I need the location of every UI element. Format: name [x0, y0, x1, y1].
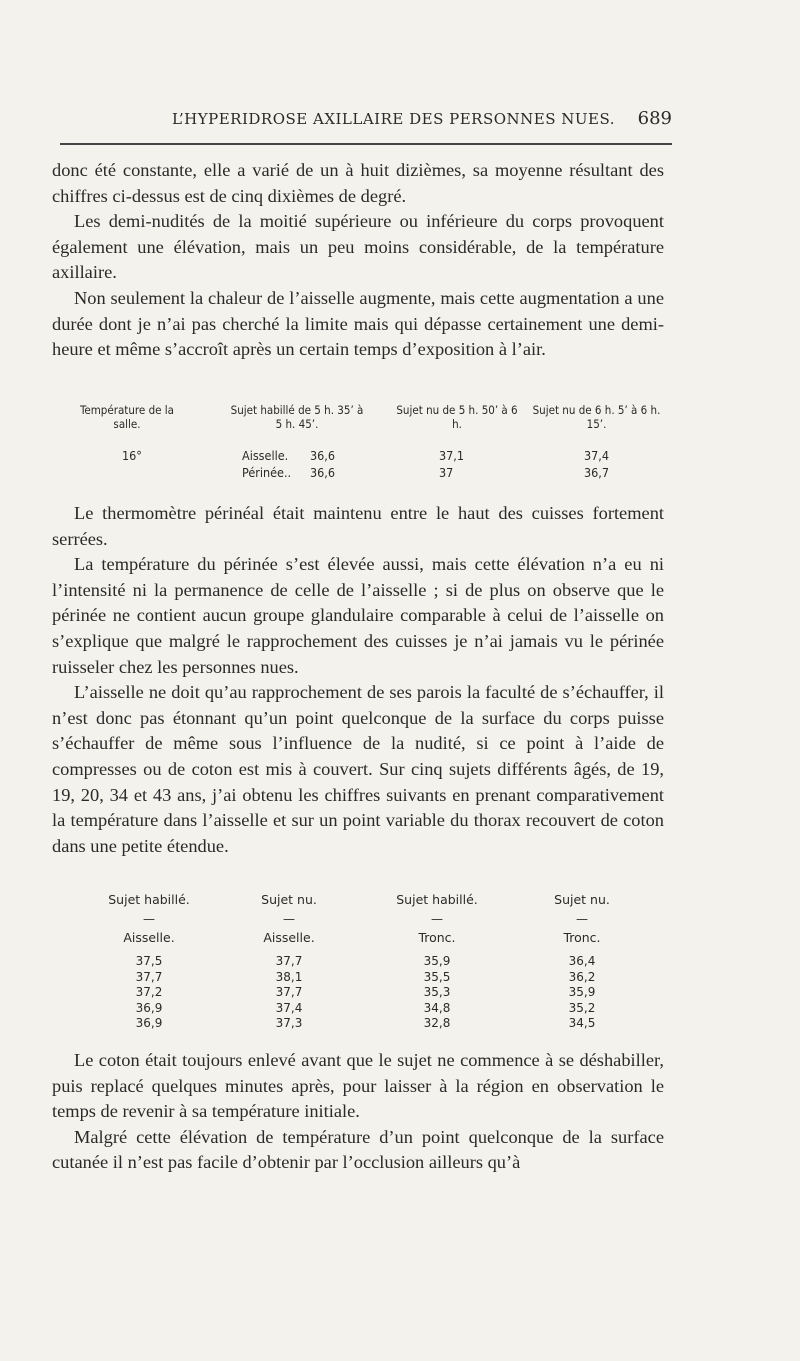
- table2-value: 36,2: [568, 969, 596, 984]
- table2-value: 35,5: [423, 969, 451, 984]
- table2-col-head: Sujet habillé.: [108, 892, 190, 907]
- table2-value: 37,7: [275, 985, 303, 999]
- table2-col-head: Sujet nu.: [554, 892, 610, 907]
- paragraph: Les demi-nudités de la moitié supérieure ou inférieure du corps provoquent également une élévation, mais un peu moins considérable, de la température axillaire.: [52, 211, 664, 283]
- table2-col-sub: Tronc.: [563, 930, 601, 945]
- table2-value: 37,2: [135, 985, 163, 999]
- table2-value: 38,1: [275, 969, 303, 984]
- paragraph: Malgré cette élévation de température d’un point quelconque de la surface cutanée il n’est pas facile d’obtenir par l’occlusion ailleurs qu’à: [52, 1126, 664, 1173]
- table2-value: 36,9: [135, 1000, 163, 1015]
- table2-value: 37,4: [275, 1000, 303, 1015]
- table2-value: 37,7: [275, 954, 303, 968]
- table2-column: [527, 892, 637, 1032]
- text-block-bottom: [52, 1048, 664, 1176]
- table2-value: 37,7: [135, 969, 163, 984]
- table2-col-sub: Aisselle.: [123, 930, 175, 945]
- table2-values: [94, 954, 204, 1032]
- table2-value: 35,9: [568, 985, 596, 999]
- table2-value: 37,5: [135, 954, 163, 968]
- paragraph: Le coton était toujours enlevé avant que le sujet ne commence à se déshabiller, puis replacé quelques minutes après, pour laisser à la région en observation le temps de revenir à sa température initiale.: [52, 1050, 664, 1122]
- table2-column: [94, 892, 204, 1032]
- table1-value: 36,6: [310, 465, 336, 480]
- table2-values: [527, 954, 637, 1032]
- paragraph: Non seulement la chaleur de l’aisselle augmente, mais cette augmentation a une durée dont je n’ai pas cherché la limite mais qui dépasse certainement une demi-heure et même s’accroît après un certain temps d’exposition à l’air.: [52, 287, 664, 360]
- table1-site: Périnée..: [242, 465, 292, 480]
- table2-values: [234, 954, 344, 1032]
- table2-column: [234, 892, 344, 1032]
- table1-header-nu1: Sujet nu de 5 h. 50’ à 6 h.: [396, 403, 518, 431]
- paragraph: donc été constante, elle a varié de un à huit dizièmes, sa moyenne résultant des chiffres ci-dessus est de cinq dixièmes de degré.: [52, 160, 664, 206]
- paragraph: La température du périnée s’est élevée aussi, mais cette élévation n’a eu ni l’intensité ni la permanence de celle de l’aisselle ; si de plus on observe que le périnée ne contient aucun groupe glandulaire comparable à celui de l’aisselle on s’explique que malgré le rapprochement des cuisses je n’ai jamais vu le périnée ruisseler chez les personnes nues.: [52, 554, 664, 677]
- table1-value: 36,6: [310, 448, 336, 463]
- table2-column: [382, 892, 492, 1032]
- text-block-middle: [52, 501, 664, 859]
- table2-value: 35,9: [423, 954, 451, 968]
- table2-value: 37,3: [275, 1016, 303, 1030]
- table2-dash: —: [431, 912, 443, 926]
- paragraph: Le thermomètre périnéal était maintenu entre le haut des cuisses fortement serrées.: [52, 503, 664, 549]
- table2-dash: —: [283, 912, 295, 926]
- paragraph: L’aisselle ne doit qu’au rapprochement de ses parois la faculté de s’échauffer, il n’est donc pas étonnant qu’un point quelconque de la surface du corps puisse s’échauffer de même sous l’influence de la nudité, si ce point à l’aide de compresses ou de coton est mis à couvert. Sur cinq sujets différents âgés, de 19, 19, 20, 34 et 43 ans, j’ai obtenu les chiffres suivants en prenant comparativement la température dans l’aisselle et sur un point variable du thorax recouvert de coton dans une petite étendue.: [52, 682, 664, 856]
- table2-value: 35,2: [568, 1000, 596, 1015]
- page-number: 689: [637, 108, 672, 129]
- running-title: L’HYPERIDROSE AXILLAIRE DES PERSONNES NUES.: [172, 110, 616, 128]
- table1-site: Aisselle.: [242, 448, 289, 463]
- table2-value: 36,9: [135, 1016, 163, 1030]
- table1-value: 37,4: [584, 448, 610, 463]
- table2-value: 35,3: [423, 985, 451, 999]
- running-header: [52, 110, 672, 134]
- table2-col-head: Sujet nu.: [261, 892, 317, 907]
- table1-header-room: Température de la salle.: [79, 403, 175, 431]
- table2-dash: —: [576, 912, 588, 926]
- table1-value: 36,7: [584, 465, 610, 480]
- table2-col-head: Sujet habillé.: [396, 892, 478, 907]
- table1-header-nu2: Sujet nu de 6 h. 5’ à 6 h. 15’.: [532, 403, 661, 431]
- table2-col-sub: Tronc.: [418, 930, 456, 945]
- table2-values: [382, 954, 492, 1032]
- header-rule: [60, 143, 672, 145]
- table2-value: 34,8: [423, 1000, 451, 1015]
- table2-value: 32,8: [423, 1016, 451, 1030]
- table2-dash: —: [143, 912, 155, 926]
- table2-value: 36,4: [568, 954, 596, 968]
- table2-value: 34,5: [568, 1016, 596, 1030]
- table2-col-sub: Aisselle.: [263, 930, 315, 945]
- text-block-top: [52, 158, 664, 363]
- table1-value: 37,1: [439, 448, 465, 463]
- table1-room-temp: 16°: [122, 448, 142, 463]
- table1-value: 37: [439, 465, 454, 480]
- table1-header-habille: Sujet habillé de 5 h. 35’ à 5 h. 45’.: [230, 403, 364, 431]
